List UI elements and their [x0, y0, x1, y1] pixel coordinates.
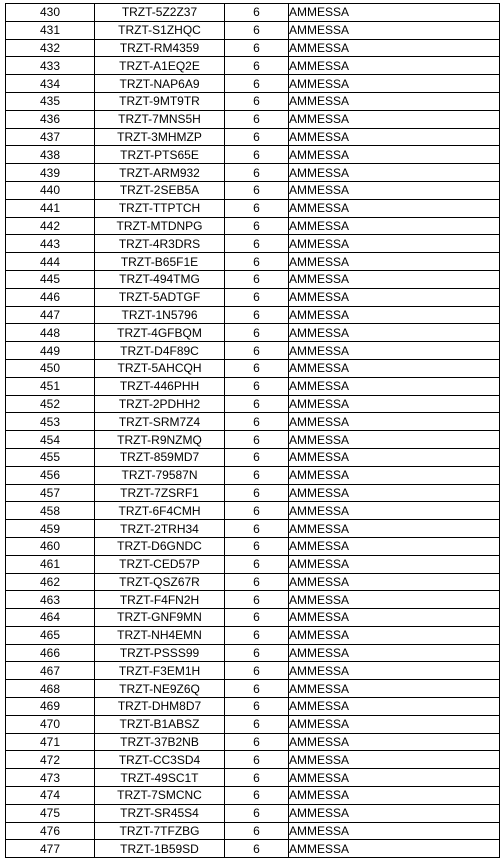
code-cell: TRZT-7MNS5H: [95, 110, 225, 128]
quantity-cell: 6: [225, 822, 289, 840]
code-cell: TRZT-B65F1E: [95, 253, 225, 271]
name-cell: AMMESSA: [289, 270, 500, 288]
name-cell: AMMESSA: [289, 769, 500, 787]
row-number-cell: 472: [6, 751, 95, 769]
quantity-cell: 6: [225, 466, 289, 484]
table-row: [6, 733, 500, 751]
quantity-cell: 6: [225, 698, 289, 716]
table-row: [6, 253, 500, 271]
name-cell: AMMESSA: [289, 217, 500, 235]
quantity-cell: 6: [225, 733, 289, 751]
code-cell: TRZT-2TRH34: [95, 520, 225, 538]
row-number-cell: 460: [6, 537, 95, 555]
code-cell: TRZT-5Z2Z37: [95, 4, 225, 22]
quantity-cell: 6: [225, 573, 289, 591]
name-cell: AMMESSA: [289, 75, 500, 93]
row-number-cell: 432: [6, 39, 95, 57]
row-number-cell: 467: [6, 662, 95, 680]
table-row: [6, 306, 500, 324]
code-cell: TRZT-D4F89C: [95, 342, 225, 360]
code-cell: TRZT-1B59SD: [95, 840, 225, 858]
table-row: [6, 591, 500, 609]
name-cell: AMMESSA: [289, 787, 500, 805]
code-cell: TRZT-F3EM1H: [95, 662, 225, 680]
name-cell: AMMESSA: [289, 92, 500, 110]
name-cell: AMMESSA: [289, 698, 500, 716]
table-row: [6, 4, 500, 22]
row-number-cell: 461: [6, 555, 95, 573]
quantity-cell: 6: [225, 359, 289, 377]
code-cell: TRZT-7TFZBG: [95, 822, 225, 840]
code-cell: TRZT-5AHCQH: [95, 359, 225, 377]
quantity-cell: 6: [225, 75, 289, 93]
code-cell: TRZT-B1ABSZ: [95, 715, 225, 733]
row-number-cell: 431: [6, 21, 95, 39]
name-cell: AMMESSA: [289, 4, 500, 22]
quantity-cell: 6: [225, 39, 289, 57]
table-row: [6, 644, 500, 662]
row-number-cell: 468: [6, 680, 95, 698]
row-number-cell: 470: [6, 715, 95, 733]
name-cell: AMMESSA: [289, 662, 500, 680]
quantity-cell: 6: [225, 484, 289, 502]
code-cell: TRZT-2SEB5A: [95, 181, 225, 199]
code-cell: TRZT-CC3SD4: [95, 751, 225, 769]
quantity-cell: 6: [225, 662, 289, 680]
code-cell: TRZT-79587N: [95, 466, 225, 484]
quantity-cell: 6: [225, 128, 289, 146]
name-cell: AMMESSA: [289, 306, 500, 324]
row-number-cell: 465: [6, 626, 95, 644]
name-cell: AMMESSA: [289, 680, 500, 698]
name-cell: AMMESSA: [289, 555, 500, 573]
quantity-cell: 6: [225, 502, 289, 520]
quantity-cell: 6: [225, 413, 289, 431]
code-cell: TRZT-S1ZHQC: [95, 21, 225, 39]
code-cell: TRZT-ARM932: [95, 164, 225, 182]
table-row: [6, 199, 500, 217]
row-number-cell: 471: [6, 733, 95, 751]
row-number-cell: 457: [6, 484, 95, 502]
quantity-cell: 6: [225, 591, 289, 609]
table-row: [6, 21, 500, 39]
table-row: [6, 324, 500, 342]
row-number-cell: 449: [6, 342, 95, 360]
table-row: [6, 359, 500, 377]
name-cell: AMMESSA: [289, 377, 500, 395]
row-number-cell: 476: [6, 822, 95, 840]
name-cell: AMMESSA: [289, 359, 500, 377]
code-cell: TRZT-3MHMZP: [95, 128, 225, 146]
table-row: [6, 110, 500, 128]
quantity-cell: 6: [225, 787, 289, 805]
name-cell: AMMESSA: [289, 164, 500, 182]
code-cell: TRZT-GNF9MN: [95, 609, 225, 627]
code-cell: TRZT-QSZ67R: [95, 573, 225, 591]
quantity-cell: 6: [225, 769, 289, 787]
code-cell: TRZT-RM4359: [95, 39, 225, 57]
row-number-cell: 452: [6, 395, 95, 413]
quantity-cell: 6: [225, 751, 289, 769]
row-number-cell: 455: [6, 448, 95, 466]
name-cell: AMMESSA: [289, 822, 500, 840]
quantity-cell: 6: [225, 164, 289, 182]
table-row: [6, 413, 500, 431]
code-table-body: [6, 4, 500, 858]
quantity-cell: 6: [225, 21, 289, 39]
quantity-cell: 6: [225, 377, 289, 395]
code-cell: TRZT-NE9Z6Q: [95, 680, 225, 698]
name-cell: AMMESSA: [289, 626, 500, 644]
name-cell: AMMESSA: [289, 804, 500, 822]
quantity-cell: 6: [225, 306, 289, 324]
quantity-cell: 6: [225, 235, 289, 253]
code-cell: TRZT-7ZSRF1: [95, 484, 225, 502]
row-number-cell: 446: [6, 288, 95, 306]
row-number-cell: 434: [6, 75, 95, 93]
table-row: [6, 270, 500, 288]
row-number-cell: 454: [6, 431, 95, 449]
table-row: [6, 555, 500, 573]
name-cell: AMMESSA: [289, 448, 500, 466]
name-cell: AMMESSA: [289, 288, 500, 306]
quantity-cell: 6: [225, 609, 289, 627]
code-cell: TRZT-4R3DRS: [95, 235, 225, 253]
name-cell: AMMESSA: [289, 484, 500, 502]
row-number-cell: 456: [6, 466, 95, 484]
quantity-cell: 6: [225, 57, 289, 75]
table-row: [6, 751, 500, 769]
table-row: [6, 217, 500, 235]
row-number-cell: 437: [6, 128, 95, 146]
name-cell: AMMESSA: [289, 520, 500, 538]
code-cell: TRZT-37B2NB: [95, 733, 225, 751]
table-row: [6, 92, 500, 110]
table-row: [6, 39, 500, 57]
name-cell: AMMESSA: [289, 751, 500, 769]
name-cell: AMMESSA: [289, 609, 500, 627]
quantity-cell: 6: [225, 342, 289, 360]
code-cell: TRZT-CED57P: [95, 555, 225, 573]
code-cell: TRZT-2PDHH2: [95, 395, 225, 413]
code-cell: TRZT-MTDNPG: [95, 217, 225, 235]
table-row: [6, 164, 500, 182]
quantity-cell: 6: [225, 199, 289, 217]
name-cell: AMMESSA: [289, 181, 500, 199]
name-cell: AMMESSA: [289, 733, 500, 751]
row-number-cell: 445: [6, 270, 95, 288]
code-cell: TRZT-7SMCNC: [95, 787, 225, 805]
name-cell: AMMESSA: [289, 573, 500, 591]
code-cell: TRZT-PSSS99: [95, 644, 225, 662]
code-table-sheet: [5, 3, 495, 858]
table-row: [6, 395, 500, 413]
code-cell: TRZT-DHM8D7: [95, 698, 225, 716]
code-cell: TRZT-SR45S4: [95, 804, 225, 822]
row-number-cell: 458: [6, 502, 95, 520]
table-row: [6, 484, 500, 502]
quantity-cell: 6: [225, 270, 289, 288]
row-number-cell: 462: [6, 573, 95, 591]
code-cell: TRZT-D6GNDC: [95, 537, 225, 555]
quantity-cell: 6: [225, 644, 289, 662]
name-cell: AMMESSA: [289, 110, 500, 128]
table-row: [6, 626, 500, 644]
quantity-cell: 6: [225, 680, 289, 698]
name-cell: AMMESSA: [289, 253, 500, 271]
row-number-cell: 473: [6, 769, 95, 787]
table-row: [6, 448, 500, 466]
row-number-cell: 477: [6, 840, 95, 858]
row-number-cell: 435: [6, 92, 95, 110]
quantity-cell: 6: [225, 181, 289, 199]
row-number-cell: 448: [6, 324, 95, 342]
code-cell: TRZT-6F4CMH: [95, 502, 225, 520]
table-row: [6, 787, 500, 805]
row-number-cell: 430: [6, 4, 95, 22]
table-row: [6, 57, 500, 75]
table-row: [6, 715, 500, 733]
table-row: [6, 502, 500, 520]
code-cell: TRZT-TTPTCH: [95, 199, 225, 217]
row-number-cell: 438: [6, 146, 95, 164]
code-cell: TRZT-R9NZMQ: [95, 431, 225, 449]
quantity-cell: 6: [225, 715, 289, 733]
row-number-cell: 474: [6, 787, 95, 805]
name-cell: AMMESSA: [289, 502, 500, 520]
row-number-cell: 433: [6, 57, 95, 75]
code-cell: TRZT-9MT9TR: [95, 92, 225, 110]
row-number-cell: 453: [6, 413, 95, 431]
table-row: [6, 609, 500, 627]
name-cell: AMMESSA: [289, 591, 500, 609]
quantity-cell: 6: [225, 110, 289, 128]
name-cell: AMMESSA: [289, 395, 500, 413]
code-cell: TRZT-NH4EMN: [95, 626, 225, 644]
name-cell: AMMESSA: [289, 431, 500, 449]
table-row: [6, 288, 500, 306]
name-cell: AMMESSA: [289, 128, 500, 146]
row-number-cell: 436: [6, 110, 95, 128]
quantity-cell: 6: [225, 4, 289, 22]
table-row: [6, 431, 500, 449]
row-number-cell: 443: [6, 235, 95, 253]
name-cell: AMMESSA: [289, 537, 500, 555]
table-row: [6, 698, 500, 716]
row-number-cell: 475: [6, 804, 95, 822]
table-row: [6, 235, 500, 253]
name-cell: AMMESSA: [289, 840, 500, 858]
quantity-cell: 6: [225, 324, 289, 342]
table-row: [6, 804, 500, 822]
table-row: [6, 377, 500, 395]
row-number-cell: 442: [6, 217, 95, 235]
table-row: [6, 662, 500, 680]
quantity-cell: 6: [225, 840, 289, 858]
quantity-cell: 6: [225, 626, 289, 644]
code-cell: TRZT-5ADTGF: [95, 288, 225, 306]
quantity-cell: 6: [225, 288, 289, 306]
code-table: [5, 3, 500, 858]
code-cell: TRZT-PTS65E: [95, 146, 225, 164]
quantity-cell: 6: [225, 217, 289, 235]
table-row: [6, 342, 500, 360]
name-cell: AMMESSA: [289, 146, 500, 164]
row-number-cell: 450: [6, 359, 95, 377]
name-cell: AMMESSA: [289, 715, 500, 733]
name-cell: AMMESSA: [289, 199, 500, 217]
code-cell: TRZT-NAP6A9: [95, 75, 225, 93]
row-number-cell: 469: [6, 698, 95, 716]
row-number-cell: 439: [6, 164, 95, 182]
row-number-cell: 451: [6, 377, 95, 395]
table-row: [6, 840, 500, 858]
name-cell: AMMESSA: [289, 57, 500, 75]
code-cell: TRZT-4GFBQM: [95, 324, 225, 342]
row-number-cell: 464: [6, 609, 95, 627]
table-row: [6, 146, 500, 164]
table-row: [6, 537, 500, 555]
row-number-cell: 463: [6, 591, 95, 609]
quantity-cell: 6: [225, 520, 289, 538]
name-cell: AMMESSA: [289, 644, 500, 662]
row-number-cell: 444: [6, 253, 95, 271]
row-number-cell: 441: [6, 199, 95, 217]
table-row: [6, 769, 500, 787]
code-cell: TRZT-F4FN2H: [95, 591, 225, 609]
name-cell: AMMESSA: [289, 342, 500, 360]
quantity-cell: 6: [225, 448, 289, 466]
name-cell: AMMESSA: [289, 39, 500, 57]
code-cell: TRZT-SRM7Z4: [95, 413, 225, 431]
code-cell: TRZT-1N5796: [95, 306, 225, 324]
quantity-cell: 6: [225, 537, 289, 555]
row-number-cell: 447: [6, 306, 95, 324]
quantity-cell: 6: [225, 555, 289, 573]
code-cell: TRZT-A1EQ2E: [95, 57, 225, 75]
quantity-cell: 6: [225, 804, 289, 822]
row-number-cell: 466: [6, 644, 95, 662]
name-cell: AMMESSA: [289, 235, 500, 253]
table-row: [6, 822, 500, 840]
table-row: [6, 466, 500, 484]
table-row: [6, 75, 500, 93]
table-row: [6, 128, 500, 146]
quantity-cell: 6: [225, 92, 289, 110]
code-cell: TRZT-859MD7: [95, 448, 225, 466]
table-row: [6, 680, 500, 698]
table-row: [6, 573, 500, 591]
quantity-cell: 6: [225, 395, 289, 413]
code-cell: TRZT-494TMG: [95, 270, 225, 288]
name-cell: AMMESSA: [289, 466, 500, 484]
quantity-cell: 6: [225, 146, 289, 164]
row-number-cell: 459: [6, 520, 95, 538]
code-cell: TRZT-446PHH: [95, 377, 225, 395]
code-cell: TRZT-49SC1T: [95, 769, 225, 787]
table-row: [6, 181, 500, 199]
name-cell: AMMESSA: [289, 413, 500, 431]
name-cell: AMMESSA: [289, 324, 500, 342]
table-row: [6, 520, 500, 538]
row-number-cell: 440: [6, 181, 95, 199]
quantity-cell: 6: [225, 253, 289, 271]
quantity-cell: 6: [225, 431, 289, 449]
name-cell: AMMESSA: [289, 21, 500, 39]
